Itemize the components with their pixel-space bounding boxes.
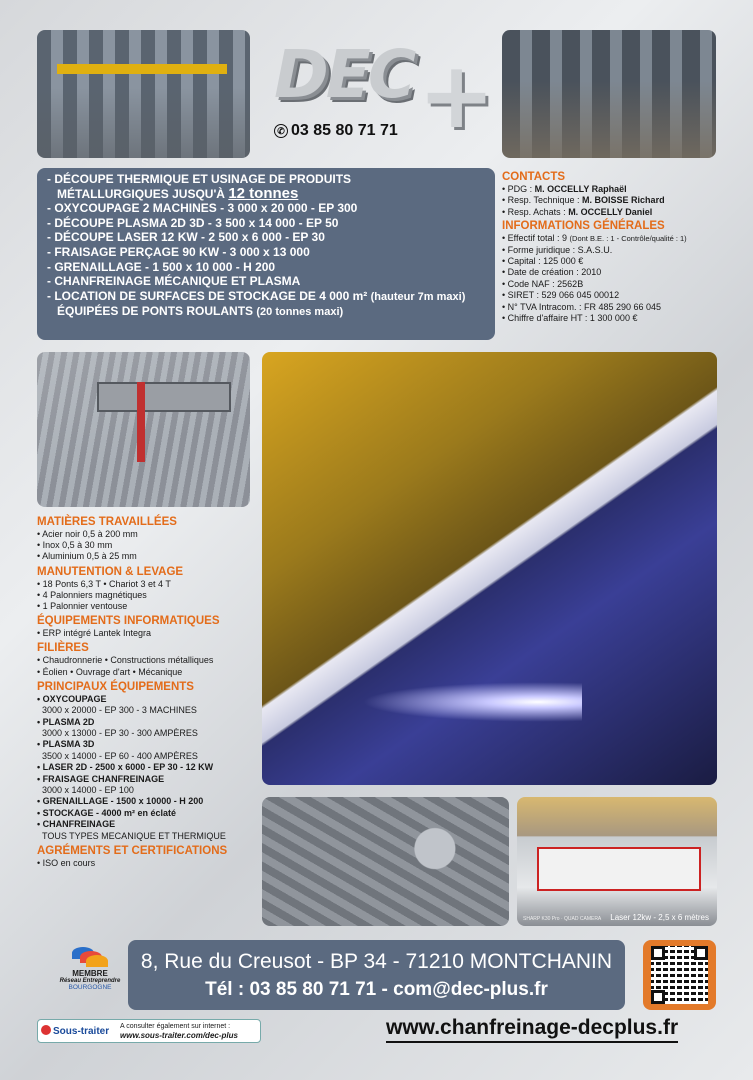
info-item: • Code NAF : 2562B bbox=[502, 278, 584, 289]
info-item: • Date de création : 2010 bbox=[502, 267, 602, 278]
equipment-item: • STOCKAGE - 4000 m² en éclaté bbox=[37, 807, 177, 818]
materials-item: • Aluminium 0,5 à 25 mm bbox=[37, 551, 137, 562]
it-title: ÉQUIPEMENTS INFORMATIQUES bbox=[37, 615, 220, 628]
service-item: - FRAISAGE PERÇAGE 90 KW - 3 000 x 13 000 bbox=[47, 244, 310, 259]
qr-code[interactable] bbox=[643, 940, 716, 1010]
handling-item: • 1 Palonnier ventouse bbox=[37, 601, 128, 612]
phone-email[interactable]: Tél : 03 85 80 71 71 - com@dec-plus.fr bbox=[205, 979, 548, 1000]
logo-text: DEC bbox=[274, 36, 414, 113]
equipment-title: PRINCIPAUX ÉQUIPEMENTS bbox=[37, 680, 194, 693]
handling-item: • 4 Palonniers magnétiques bbox=[37, 589, 147, 600]
materials-item: • Acier noir 0,5 à 200 mm bbox=[37, 529, 138, 539]
info-item: • Chiffre d'affaire HT : 1 300 000 € bbox=[502, 313, 638, 324]
postal-address: 8, Rue du Creusot - BP 34 - 71210 MONTCHANIN bbox=[140, 950, 613, 973]
member-badge: MEMBRE Réseau Entreprendre BOURGOGNE bbox=[52, 945, 128, 991]
general-info-title: INFORMATIONS GÉNÉRALES bbox=[502, 220, 665, 233]
photo-cutting-machine bbox=[37, 352, 250, 507]
photo-caption: Laser 12kw - 2,5 x 6 mètres bbox=[610, 913, 709, 922]
info-item: • Capital : 125 000 € bbox=[502, 256, 584, 267]
logo-plus: + bbox=[418, 42, 496, 149]
materials-title: MATIÈRES TRAVAILLÉES bbox=[37, 516, 177, 528]
info-item: • Effectif total : 9 (Dont B.E. : 1 - Contrôle/qualité : 1) bbox=[502, 233, 687, 244]
info-item: • SIRET : 529 066 045 00012 bbox=[502, 290, 620, 301]
address-panel bbox=[128, 940, 625, 1010]
service-item: - CHANFREINAGE MÉCANIQUE ET PLASMA bbox=[47, 274, 301, 289]
equipment-item: • LASER 2D - 2500 x 6000 - EP 30 - 12 KW bbox=[37, 762, 214, 773]
sectors-title: FILIÈRES bbox=[37, 642, 89, 655]
certifications-title: AGRÉMENTS ET CERTIFICATIONS bbox=[37, 845, 228, 858]
header-phone-number: 03 85 80 71 71 bbox=[291, 122, 398, 139]
photo-cut-parts bbox=[262, 797, 509, 926]
phone-icon: ✆ bbox=[274, 124, 288, 138]
it-item: • ERP intégré Lantek Integra bbox=[37, 628, 152, 639]
photo-plasma-spark bbox=[362, 682, 582, 722]
reseau-entreprendre-logo bbox=[70, 945, 110, 967]
equipment-item: • PLASMA 3D 3500 x 14000 - EP 60 - 400 AMPÈRES bbox=[37, 739, 198, 761]
sous-traiter-logo: Sous-traiter bbox=[41, 1025, 109, 1037]
equipment-item: • FRAISAGE CHANFREINAGE 3000 x 14000 - EP 100 bbox=[37, 773, 165, 796]
services-panel bbox=[37, 168, 495, 340]
sous-traiter-box[interactable]: Sous-traiter A consulter également sur internet : www.sous-traiter.com/dec-plus bbox=[37, 1019, 261, 1043]
equipment-item: • GRENAILLAGE - 1500 x 10000 - H 200 bbox=[37, 796, 204, 807]
handling-item: • 18 Ponts 6,3 T • Chariot 3 et 4 T bbox=[37, 578, 171, 589]
contact-item: • PDG : M. OCCELLY Raphaël bbox=[502, 184, 627, 194]
header-phone[interactable] bbox=[274, 122, 398, 140]
equipment-item: • OXYCOUPAGE 3000 x 20000 - EP 300 - 3 MACHINES bbox=[37, 693, 197, 716]
brand-logo bbox=[268, 36, 496, 149]
service-item: - DÉCOUPE THERMIQUE ET USINAGE DE PRODUITS MÉTALLURGIQUES JUSQU'À 12 tonnes bbox=[47, 172, 352, 202]
materials-item: • Inox 0,5 à 30 mm bbox=[37, 540, 113, 551]
service-item: - OXYCOUPAGE 2 MACHINES - 3 000 x 20 000 - EP 300 bbox=[47, 201, 358, 216]
info-item: • N° TVA Intracom. : FR 485 290 66 045 bbox=[502, 301, 661, 312]
service-item: - LOCATION DE SURFACES DE STOCKAGE DE 4 000 m² (hauteur 7m maxi) ÉQUIPÉES DE PONTS ROULANTS (20 tonnes maxi) bbox=[47, 288, 466, 319]
service-item: - DÉCOUPE LASER 12 KW - 2 500 x 6 000 - EP 30 bbox=[47, 230, 325, 245]
contact-item: • Resp. Technique : M. BOISSE Richard bbox=[502, 195, 665, 206]
equipment-item: • CHANFREINAGE TOUS TYPES MECANIQUE ET THERMIQUE bbox=[37, 819, 226, 841]
contact-item: • Resp. Achats : M. OCCELLY Daniel bbox=[502, 206, 653, 217]
service-item: - GRENAILLAGE - 1 500 x 10 000 - H 200 bbox=[47, 259, 276, 274]
qr-pattern bbox=[651, 946, 708, 1004]
sous-traiter-link[interactable]: www.sous-traiter.com/dec-plus bbox=[120, 1031, 238, 1040]
max-weight: 12 tonnes bbox=[228, 184, 299, 202]
handling-title: MANUTENTION & LEVAGE bbox=[37, 565, 184, 578]
sectors-item: • Chaudronnerie • Constructions métalliques bbox=[37, 655, 214, 666]
sectors-item: • Éolien • Ouvrage d'art • Mécanique bbox=[37, 666, 183, 677]
equipment-list bbox=[37, 694, 259, 842]
photo-steel-plate-plasma bbox=[262, 352, 717, 785]
certifications-item: • ISO en cours bbox=[37, 858, 96, 869]
website-link[interactable]: www.chanfreinage-decplus.fr bbox=[386, 1016, 678, 1043]
photo-warehouse-floor bbox=[502, 30, 716, 158]
equipment-item: • PLASMA 2D 3000 x 13000 - EP 30 - 300 AMPÈRES bbox=[37, 716, 198, 739]
service-item: - DÉCOUPE PLASMA 2D 3D - 3 500 x 14 000 - EP 50 bbox=[47, 215, 339, 230]
photo-warehouse-cranes bbox=[37, 30, 250, 158]
photo-laser-machine bbox=[517, 797, 717, 926]
info-item: • Forme juridique : S.A.S.U. bbox=[502, 244, 613, 255]
photo-credit: SHARP K30 Pro · QUAD CAMERA bbox=[523, 916, 602, 922]
capabilities-column bbox=[37, 513, 259, 869]
contacts-title: CONTACTS bbox=[502, 171, 566, 183]
company-info bbox=[502, 170, 727, 324]
sous-traiter-icon bbox=[41, 1025, 51, 1035]
